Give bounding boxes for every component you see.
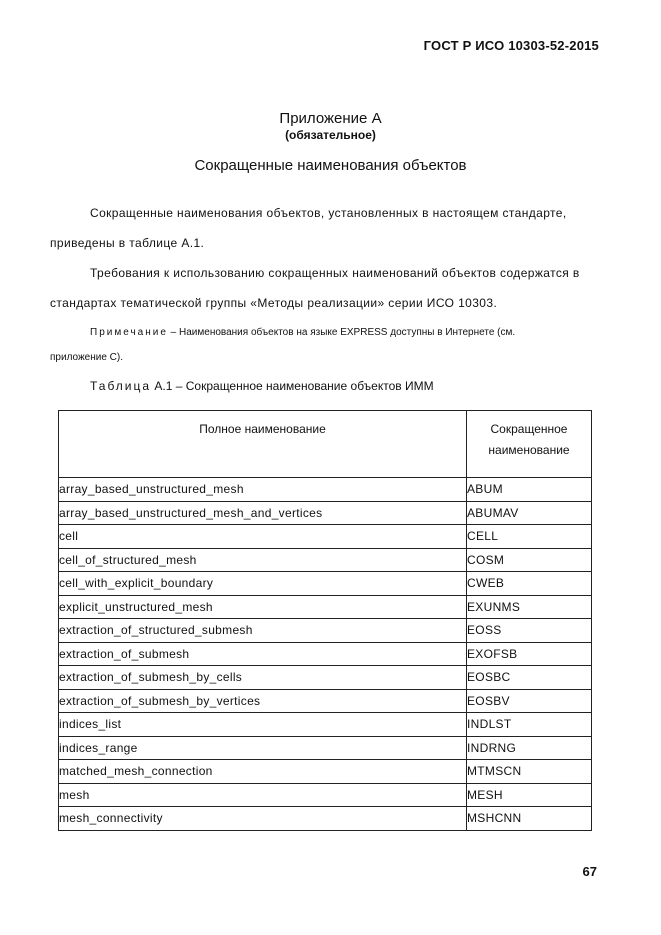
table-row — [59, 642, 592, 666]
table-row — [59, 525, 592, 549]
table-row — [59, 713, 592, 737]
full-name-cell: cell_of_structured_mesh — [59, 548, 467, 572]
table-row — [59, 619, 592, 643]
appendix-title: Приложение А — [279, 110, 382, 127]
header-abbr-line-2: наименование — [488, 443, 570, 457]
document-code: ГОСТ Р ИСО 10303-52-2015 — [423, 38, 599, 53]
abbreviation-cell: EOSS — [467, 619, 592, 643]
abbreviation-cell: EXOFSB — [467, 642, 592, 666]
abbreviation-cell: MESH — [467, 783, 592, 807]
table-body — [59, 478, 592, 831]
full-name-cell: extraction_of_submesh — [59, 642, 467, 666]
abbreviation-cell: ABUM — [467, 478, 592, 502]
full-name-cell: extraction_of_structured_submesh — [59, 619, 467, 643]
abbreviation-cell: MSHCNN — [467, 807, 592, 831]
paragraph-1-line-1: Сокращенные наименования объектов, установленных в настоящем стандарте, — [90, 206, 567, 220]
header-full-name: Полное наименование — [59, 411, 467, 478]
table-row — [59, 548, 592, 572]
table-row — [59, 666, 592, 690]
abbreviation-cell: EOSBC — [467, 666, 592, 690]
abbreviation-cell: ABUMAV — [467, 501, 592, 525]
note — [90, 327, 600, 338]
table-caption-text: А.1 – Сокращенное наименование объектов ИММ — [151, 379, 434, 393]
abbreviation-cell: COSM — [467, 548, 592, 572]
full-name-cell: cell — [59, 525, 467, 549]
full-name-cell: extraction_of_submesh_by_vertices — [59, 689, 467, 713]
paragraph-2-line-2: стандартах тематической группы «Методы реализации» серии ИСО 10303. — [50, 296, 498, 310]
abbreviations-table — [58, 410, 592, 831]
full-name-cell: cell_with_explicit_boundary — [59, 572, 467, 596]
appendix-subtitle: (обязательное) — [285, 128, 376, 142]
full-name-cell: explicit_unstructured_mesh — [59, 595, 467, 619]
header-abbr-line-1: Сокращенное — [490, 422, 568, 436]
note-line-2: приложение С). — [50, 352, 123, 363]
table-row — [59, 572, 592, 596]
table-row — [59, 501, 592, 525]
table-row — [59, 689, 592, 713]
full-name-cell: extraction_of_submesh_by_cells — [59, 666, 467, 690]
paragraph-1-line-2: приведены в таблице А.1. — [50, 236, 205, 250]
section-title: Сокращенные наименования объектов — [194, 157, 467, 174]
table-header-row — [59, 411, 592, 478]
page-number: 67 — [582, 864, 597, 879]
note-text: – Наименования объектов на языке EXPRESS доступны в Интернете (см. — [167, 327, 516, 338]
abbreviation-cell: MTMSCN — [467, 760, 592, 784]
table-row — [59, 595, 592, 619]
abbreviation-cell: EXUNMS — [467, 595, 592, 619]
full-name-cell: array_based_unstructured_mesh — [59, 478, 467, 502]
table-row — [59, 760, 592, 784]
table-caption — [90, 379, 434, 393]
full-name-cell: array_based_unstructured_mesh_and_vertices — [59, 501, 467, 525]
paragraph-2-line-1: Требования к использованию сокращенных наименований объектов содержатся в — [90, 266, 580, 280]
abbreviation-cell: INDRNG — [467, 736, 592, 760]
table-row — [59, 783, 592, 807]
table-caption-label: Таблица — [90, 379, 152, 393]
abbreviation-cell: CELL — [467, 525, 592, 549]
full-name-cell: mesh — [59, 783, 467, 807]
abbreviation-cell: CWEB — [467, 572, 592, 596]
table-row — [59, 736, 592, 760]
table-row — [59, 478, 592, 502]
table-row — [59, 807, 592, 831]
note-label: Примечание — [90, 327, 168, 338]
full-name-cell: indices_range — [59, 736, 467, 760]
full-name-cell: matched_mesh_connection — [59, 760, 467, 784]
abbreviation-cell: INDLST — [467, 713, 592, 737]
header-abbreviation — [467, 411, 592, 478]
full-name-cell: mesh_connectivity — [59, 807, 467, 831]
full-name-cell: indices_list — [59, 713, 467, 737]
abbreviation-cell: EOSBV — [467, 689, 592, 713]
